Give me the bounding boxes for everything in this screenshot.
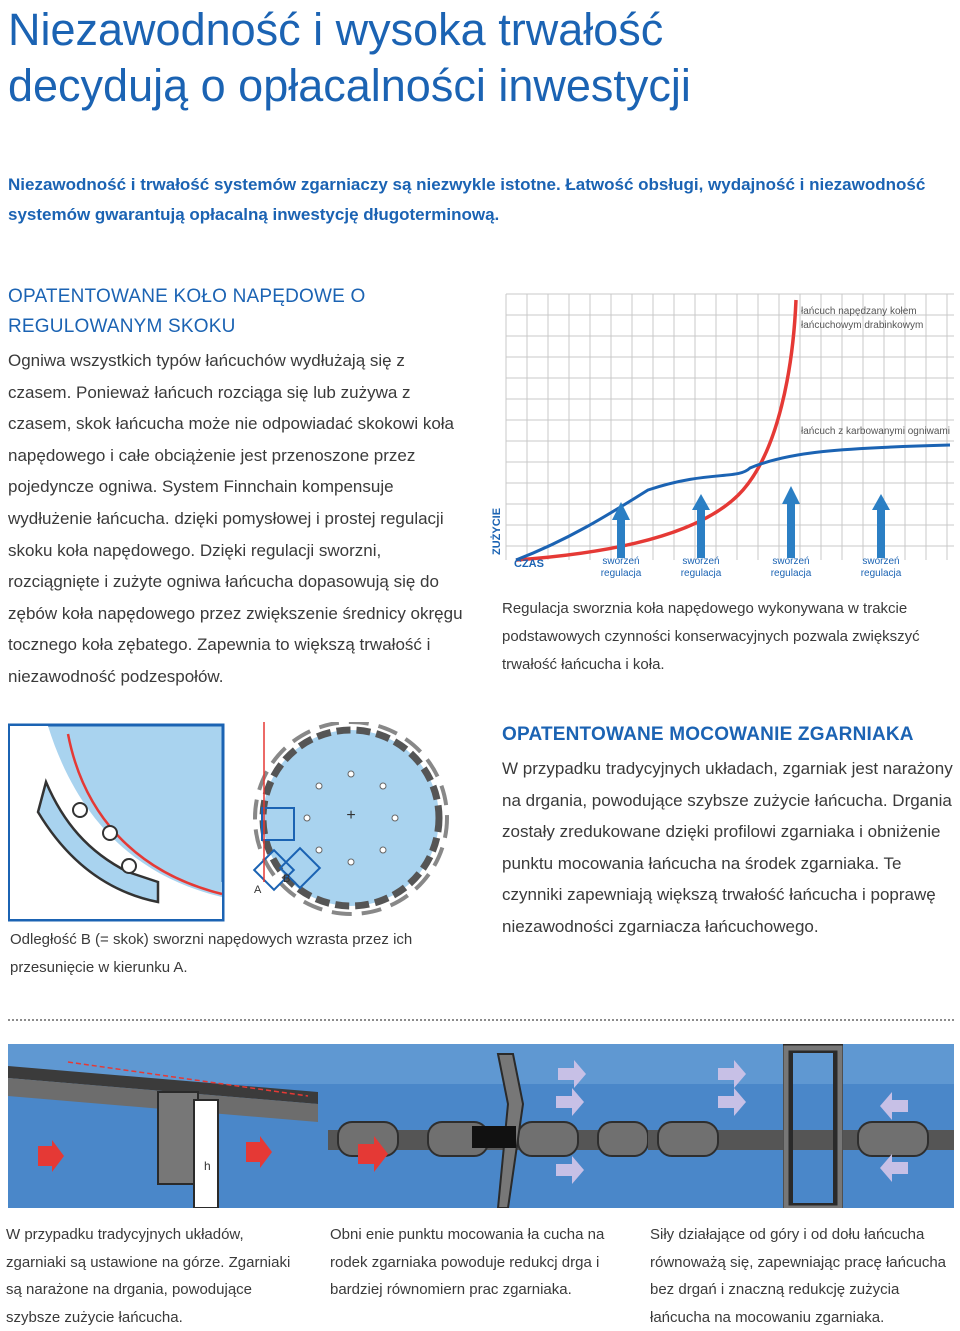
section2-heading: OPATENTOWANE MOCOWANIE ZGARNIAKA: [502, 724, 914, 745]
chart-caption: Regulacja sworznia koła napędowego wykonywana w trakcie podstawowych czynności konserwacyjnych pozwala zwiększyć trwałość łańcucha i koła.: [502, 600, 920, 673]
adjustment-label-3a: sworzeń: [772, 556, 810, 567]
page-title-line1: Niezawodność i wysoka trwałość: [8, 4, 664, 55]
label-b: B: [283, 873, 291, 885]
section2-body: W przypadku tradycyjnych układach, zgarniak jest narażony na drgania, powodujące szybsze zużycie łańcucha. Drgania zostały zredukowane dzięki profilowi zgarniaka i obniżenie punktu mocowania łańcucha na środek zgarniaka. Te czynniki zapewniają większą trwałość łańcucha i poprawę niezawodności zgarniacza łańcuchowego.: [502, 759, 953, 936]
adjustment-label-4a: sworzeń: [862, 556, 900, 567]
adjustment-arrow: [782, 486, 800, 558]
adjustment-label-1a: sworzeń: [602, 556, 640, 567]
adjustment-arrows: [612, 486, 890, 558]
section1-body: Ogniwa wszystkich typów łańcuchów wydłużają się z czasem. Ponieważ łańcuch rozciąga się lub zużywa z czasem, skok łańcucha może nie odpowiadać skokowi koła napędowego i całe obciążenie jest przenoszone przez pojedyncze ogniwa. System Finnchain kompensuje wydłużenie łańcucha. dzięki pomysłowej i prostej regulacji skoku koła napędowego. Dzięki regulacji sworzni, rozciągnięte i zużyte ogniwa łańcucha dopasowują się do zębów koła napędowego przez zwiększenie średnicy okręgu tocznego koła zębatego. Zapewnia to większą trwałość i niezawodność podzespołów.: [8, 351, 463, 686]
h-label: h: [204, 1159, 211, 1173]
series-label-line2: łańcuchowym drabinkowym: [801, 320, 924, 331]
chart-y-label: ZUŻYCIE: [491, 507, 503, 555]
adjustment-label-3b: regulacja: [770, 568, 812, 579]
adjustment-label-2b: regulacja: [680, 568, 722, 579]
svg-text:+: +: [346, 807, 356, 824]
dotted-divider: [8, 1019, 954, 1021]
section1-heading: [8, 282, 448, 342]
chart-x-label: CZAS: [514, 558, 544, 570]
adjustment-label-1b: regulacja: [600, 568, 642, 579]
adjustment-label-4b: regulacja: [860, 568, 902, 579]
series-label-line1: łańcuch napędzany kołem: [801, 306, 917, 317]
section1-heading-line1: OPATENTOWANE KOŁO NAPĘDOWE O: [8, 286, 366, 307]
sprocket-wheel: [254, 722, 447, 914]
scraper-illustration-band: [8, 1044, 954, 1208]
chain-detail-inset: [9, 725, 223, 920]
series-label-corrugated: łańcuch z karbowanymi ogniwami: [801, 426, 950, 437]
label-a: A: [254, 884, 262, 896]
caption-traditional: W przypadku tradycyjnych układów, zgarniaki są ustawione na górze. Zgarniaki są narażone na drgania, powodujące szybsze zużycie łańcucha.: [6, 1226, 291, 1326]
caption-lowered: Obni enie punktu mocowania ła cucha na rodek zgarniaka powoduje redukcj drga i bardziej równomiern prac zgarniaka.: [330, 1226, 605, 1298]
series-chain-ladder-sprocket-line: [516, 300, 796, 560]
wear-chart: [488, 290, 958, 590]
adjustment-label-2a: sworzeń: [682, 556, 720, 567]
caption-balanced: Siły działające od góry i od dołu łańcucha równoważą się, zapewniając pracę łańcucha bez drgań i znaczną redukcję zużycia łańcucha na mocowaniu zgarniaka.: [650, 1226, 947, 1326]
lead-paragraph: Niezawodność i trwałość systemów zgarniaczy są niezwykle istotne. Łatwość obsługi, wydajność i niezawodność systemów gwarantują opłacalną inwestycję długoterminową.: [8, 175, 926, 224]
adjustment-labels: [601, 556, 902, 579]
page-title: [8, 2, 948, 114]
figure2-caption: Odległość B (= skok) sworzni napędowych wzrasta przez ich przesunięcie w kierunku A.: [10, 931, 413, 976]
section1-heading-line2: REGULOWANYM SKOKU: [8, 316, 236, 337]
page-title-line2: decydują o opłacalności inwestycji: [8, 60, 691, 111]
